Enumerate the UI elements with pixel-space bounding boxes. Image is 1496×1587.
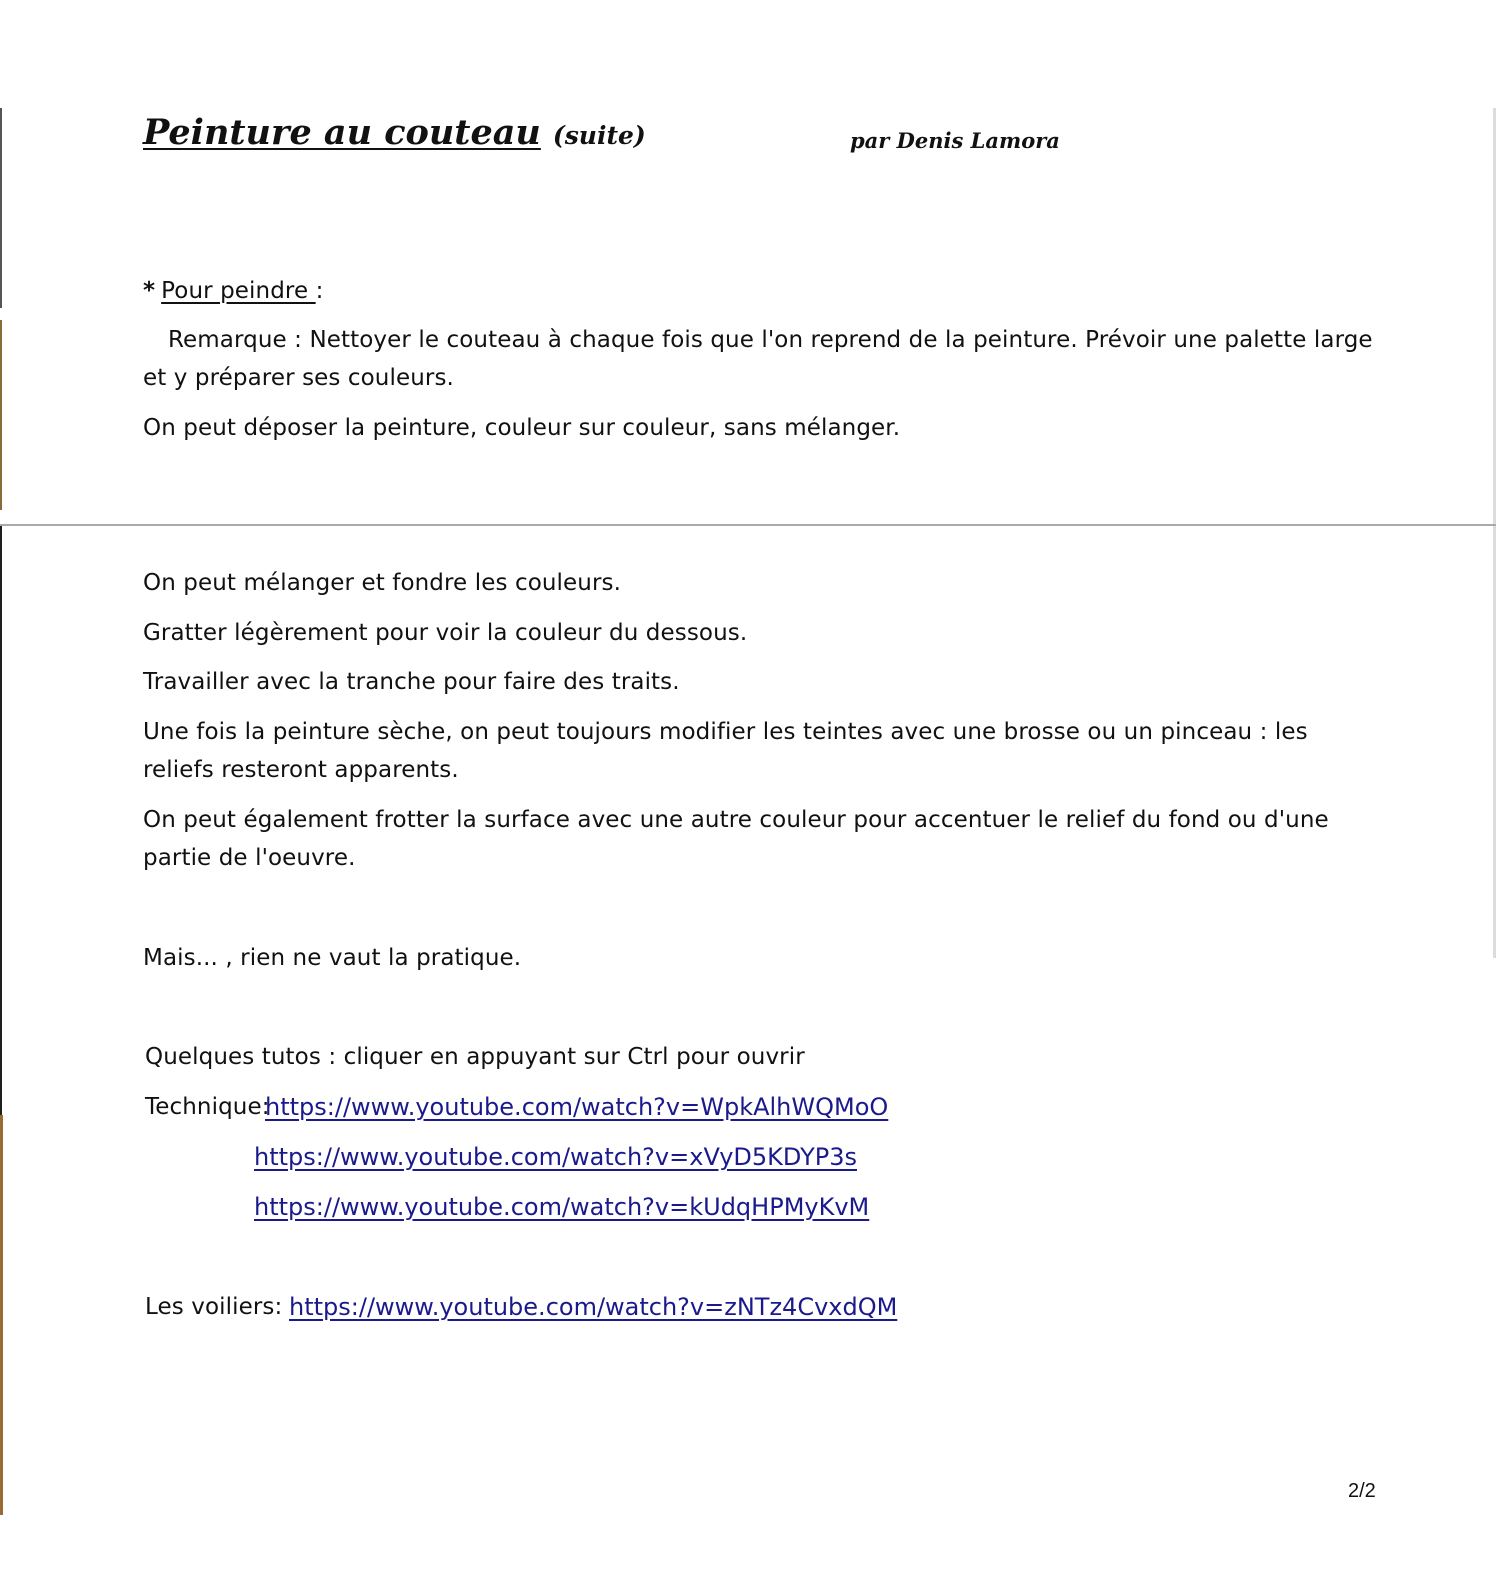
title-main: Peinture au couteau [143, 112, 541, 153]
voiliers-label: Les voiliers: [145, 1294, 283, 1320]
page-edge-left [0, 525, 2, 1115]
paragraph: On peut mélanger et fondre les couleurs. [143, 570, 622, 596]
technique-label: Technique: [145, 1094, 270, 1120]
page-break-divider [0, 524, 1496, 526]
bullet-asterisk: * [143, 278, 156, 304]
technique-link-3[interactable]: https://www.youtube.com/watch?v=kUdqHPMyKvM [254, 1193, 870, 1221]
voiliers-link[interactable]: https://www.youtube.com/watch?v=zNTz4CvxdQM [289, 1293, 898, 1321]
section-heading-label: Pour peindre [161, 278, 316, 304]
paragraph-conclusion: Mais... , rien ne vaut la pratique. [143, 945, 522, 971]
tutorials-intro: Quelques tutos : cliquer en appuyant sur Ctrl pour ouvrir [145, 1044, 805, 1070]
paragraph: On peut déposer la peinture, couleur sur couleur, sans mélanger. [143, 415, 901, 441]
page-title [143, 112, 646, 153]
paragraph: Gratter légèrement pour voir la couleur du dessous. [143, 620, 748, 646]
title-suffix: (suite) [552, 121, 646, 150]
page-edge-left [0, 1115, 3, 1515]
technique-link-1[interactable]: https://www.youtube.com/watch?v=WpkAlhWQMoO [265, 1093, 889, 1121]
author-line: par Denis Lamora [850, 128, 1060, 153]
page-edge-left [0, 320, 2, 510]
paragraph: Une fois la peinture sèche, on peut toujours modifier les teintes avec une brosse ou un pinceau : les reliefs resteront apparents. [143, 719, 1308, 783]
paragraph: On peut également frotter la surface avec une autre couleur pour accentuer le relief du fond ou d'une partie de l'oeuvre. [143, 807, 1329, 871]
paragraph: Travailler avec la tranche pour faire des traits. [143, 669, 680, 695]
page-edge-left [0, 108, 2, 308]
page-number: 2/2 [1348, 1480, 1376, 1502]
technique-link-2[interactable]: https://www.youtube.com/watch?v=xVyD5KDYP3s [254, 1143, 857, 1171]
section-heading [143, 272, 324, 310]
paragraph-remarque: Remarque : Nettoyer le couteau à chaque fois que l'on reprend de la peinture. Prévoir une palette large et y préparer ses couleurs. [143, 327, 1373, 391]
section-heading-colon: : [315, 278, 324, 304]
